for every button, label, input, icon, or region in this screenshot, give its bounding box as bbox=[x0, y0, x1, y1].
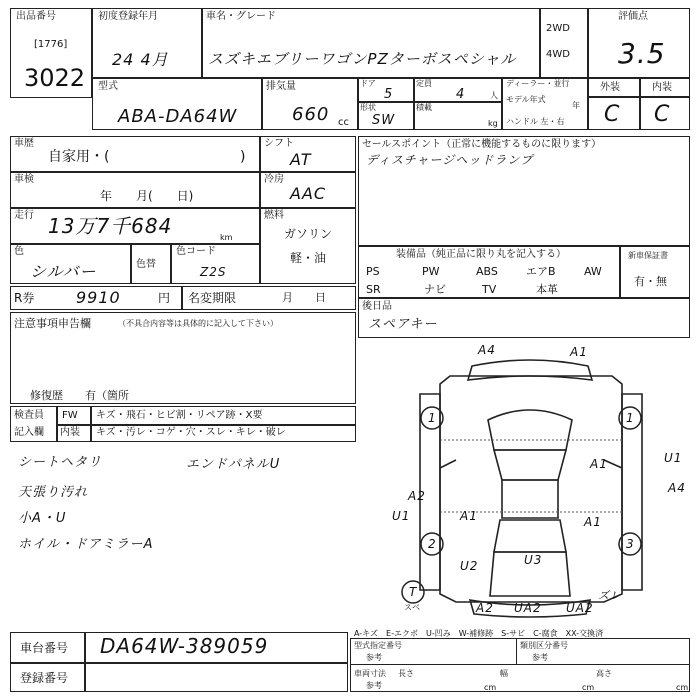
circle-num-2: 1 bbox=[626, 411, 635, 425]
after-items-label: 後日品 bbox=[362, 301, 392, 312]
equipment-label: 装備品（純正品に限り丸を記入する） bbox=[396, 249, 566, 260]
class-label: 類別区分番号 bbox=[520, 641, 568, 650]
name-change-value: 月 日 bbox=[282, 291, 326, 304]
history-value-end: ) bbox=[240, 149, 246, 165]
width-label: 幅 bbox=[500, 669, 508, 678]
interior-value: C bbox=[654, 102, 671, 127]
first-reg-label: 初度登録年月 bbox=[98, 11, 158, 22]
height-label: 高さ bbox=[596, 669, 612, 678]
mark-u1-right: U1 bbox=[664, 451, 683, 465]
lot-sub: [1776] bbox=[34, 39, 68, 50]
drive-2wd: 2WD bbox=[546, 23, 570, 34]
history-value: 自家用・( bbox=[48, 149, 110, 165]
mark-sube: スベ bbox=[404, 603, 420, 612]
circle-num-3: 2 bbox=[428, 537, 437, 551]
mileage-value: 13万7千684 bbox=[48, 214, 173, 238]
mark-a2-left: A2 bbox=[408, 489, 426, 503]
equipment-item: PS bbox=[366, 265, 380, 278]
name-grade-value: スズキエブリーワゴンPZターボスペシャル bbox=[208, 50, 517, 68]
fuel-diesel: 軽・油 bbox=[290, 251, 327, 265]
warranty-label: 新車保証書 bbox=[628, 251, 668, 260]
mark-a2-bottom: A2 bbox=[476, 601, 494, 615]
spare-tire-label: T bbox=[409, 585, 418, 599]
equipment-item: AW bbox=[584, 265, 602, 278]
score-label: 評価点 bbox=[618, 11, 648, 22]
equipment-item: 本革 bbox=[536, 283, 558, 296]
first-reg-value: 24 4月 bbox=[112, 50, 169, 69]
mark-a4-right: A4 bbox=[668, 481, 686, 495]
model-year-label: モデル年式 bbox=[506, 95, 546, 104]
length-unit: cm bbox=[484, 683, 497, 692]
aircon-value: AAC bbox=[290, 184, 327, 203]
size-label: 車両寸法 bbox=[354, 669, 386, 678]
model-label: 型式 bbox=[98, 81, 118, 92]
color-value: シルバー bbox=[30, 262, 97, 281]
drive-4wd: 4WD bbox=[546, 49, 570, 60]
inspection-value: 年 月( 日) bbox=[100, 189, 194, 203]
door-value: 5 bbox=[384, 87, 394, 102]
circle-num-1: 1 bbox=[428, 411, 437, 425]
notes-label: 注意事項申告欄 bbox=[14, 317, 91, 330]
name-change-label: 名変期限 bbox=[188, 291, 237, 305]
size-ref: 参考 bbox=[366, 681, 382, 690]
recycle-unit: 円 bbox=[158, 291, 171, 305]
mark-ua2-bottom1: UA2 bbox=[514, 601, 542, 615]
model-spec-label: 型式指定番号 bbox=[354, 641, 402, 650]
width-unit: cm bbox=[582, 683, 595, 692]
history-label: 車歴 bbox=[14, 138, 34, 149]
notes-sub: （不具合内容等は具体的に記入して下さい） bbox=[118, 319, 278, 328]
comment-5: エンドパネルU bbox=[186, 457, 281, 472]
fuel-gas: ガソリン bbox=[284, 227, 333, 241]
aircon-label: 冷房 bbox=[264, 174, 284, 185]
chassis-label: 車台番号 bbox=[20, 641, 69, 655]
capacity-label: 定員 bbox=[416, 79, 432, 88]
door-label: ドア bbox=[360, 79, 376, 88]
shape-value: SW bbox=[372, 113, 396, 128]
comment-4: ホイル・ドアミラーA bbox=[18, 537, 154, 552]
inspection-label: 車検 bbox=[14, 174, 34, 185]
displacement-unit: cc bbox=[338, 117, 349, 128]
fw-label: FW bbox=[62, 410, 78, 421]
interior-check-items: キズ・汚レ・コゲ・穴・スレ・キレ・破レ bbox=[96, 427, 286, 438]
mark-a1-left: A1 bbox=[460, 509, 478, 523]
recycle-label: R券 bbox=[14, 291, 35, 305]
color-change-label: 色替 bbox=[136, 259, 156, 270]
inspector-label2: 記入欄 bbox=[14, 427, 44, 438]
inspector-label: 検査員 bbox=[14, 410, 44, 421]
mark-a4-top: A4 bbox=[478, 343, 496, 357]
sales-point-label: セールスポイント（正常に機能するものに限ります） bbox=[362, 139, 602, 150]
capacity-unit: 人 bbox=[490, 91, 498, 100]
color-code-label: 色コード bbox=[176, 246, 216, 257]
circle-num-4: 3 bbox=[626, 537, 635, 551]
equipment-item: PW bbox=[422, 265, 440, 278]
mark-ua2-bottom2: UA2 bbox=[566, 601, 594, 615]
interior-check-label: 内装 bbox=[60, 427, 80, 438]
mark-a1-top: A1 bbox=[570, 345, 588, 359]
model-value: ABA-DA64W bbox=[118, 106, 238, 127]
lot-number: 3022 bbox=[24, 64, 86, 92]
mileage-unit: km bbox=[220, 233, 233, 242]
mark-zure: ズレ bbox=[598, 589, 622, 602]
shift-label: シフト bbox=[264, 138, 294, 149]
equipment-item: ナビ bbox=[424, 283, 446, 296]
score-value: 3.5 bbox=[618, 37, 666, 70]
model-year-unit: 年 bbox=[572, 101, 580, 110]
comment-1: シートヘタリ bbox=[18, 455, 103, 470]
color-label: 色 bbox=[14, 246, 24, 257]
model-spec-ref: 参考 bbox=[366, 653, 382, 662]
length-label: 長さ bbox=[398, 669, 414, 678]
repair-label: 修復歴 有（箇所 bbox=[30, 389, 129, 402]
displacement-value: 660 bbox=[292, 104, 330, 125]
class-ref: 参考 bbox=[532, 653, 548, 662]
load-label: 積載 bbox=[416, 103, 432, 112]
equipment-item: エアB bbox=[526, 265, 556, 278]
color-code-value: Z2S bbox=[200, 265, 227, 279]
capacity-value: 4 bbox=[456, 87, 466, 102]
mark-u1-left: U1 bbox=[392, 509, 411, 523]
interior-label: 内装 bbox=[652, 82, 672, 93]
exterior-label: 外装 bbox=[600, 82, 620, 93]
shift-value: AT bbox=[290, 150, 312, 169]
height-unit: cm bbox=[676, 683, 689, 692]
chassis-value: DA64W-389059 bbox=[100, 634, 269, 658]
lot-label: 出品番号 bbox=[16, 11, 56, 22]
displacement-label: 排気量 bbox=[266, 81, 296, 92]
mark-u2: U2 bbox=[460, 559, 479, 573]
load-unit: kg bbox=[488, 119, 498, 128]
fw-items: キズ・飛石・ヒビ割・リペア跡・X要 bbox=[96, 410, 263, 421]
mark-u3: U3 bbox=[524, 553, 543, 567]
mark-a1-right: A1 bbox=[590, 457, 608, 471]
comment-3: 小A・U bbox=[18, 511, 67, 526]
shape-label: 形状 bbox=[360, 103, 376, 112]
registration-label: 登録番号 bbox=[20, 671, 69, 685]
name-grade-label: 車名・グレード bbox=[206, 11, 276, 22]
dealer-label: ディーラー・並行 bbox=[506, 79, 570, 88]
equipment-item: SR bbox=[366, 283, 381, 296]
damage-legend: A-キズ E-エクボ U-凹み W-補修跡 S-サビ C-腐食 XX-交換済 bbox=[354, 629, 604, 638]
recycle-value: 9910 bbox=[76, 288, 121, 307]
equipment-item: ABS bbox=[476, 265, 498, 278]
sales-point-value: ディスチャージヘッドランプ bbox=[366, 153, 534, 167]
handle-label: ハンドル 左・右 bbox=[506, 117, 565, 126]
fuel-label: 燃料 bbox=[264, 210, 284, 221]
comment-2: 天張り汚れ bbox=[18, 485, 89, 500]
warranty-value: 有・無 bbox=[634, 275, 667, 288]
mark-a1-right2: A1 bbox=[584, 515, 602, 529]
mileage-label: 走行 bbox=[14, 210, 34, 221]
equipment-item: TV bbox=[482, 283, 497, 296]
exterior-value: C bbox=[604, 102, 621, 127]
after-items-value: スペアキー bbox=[368, 317, 438, 332]
